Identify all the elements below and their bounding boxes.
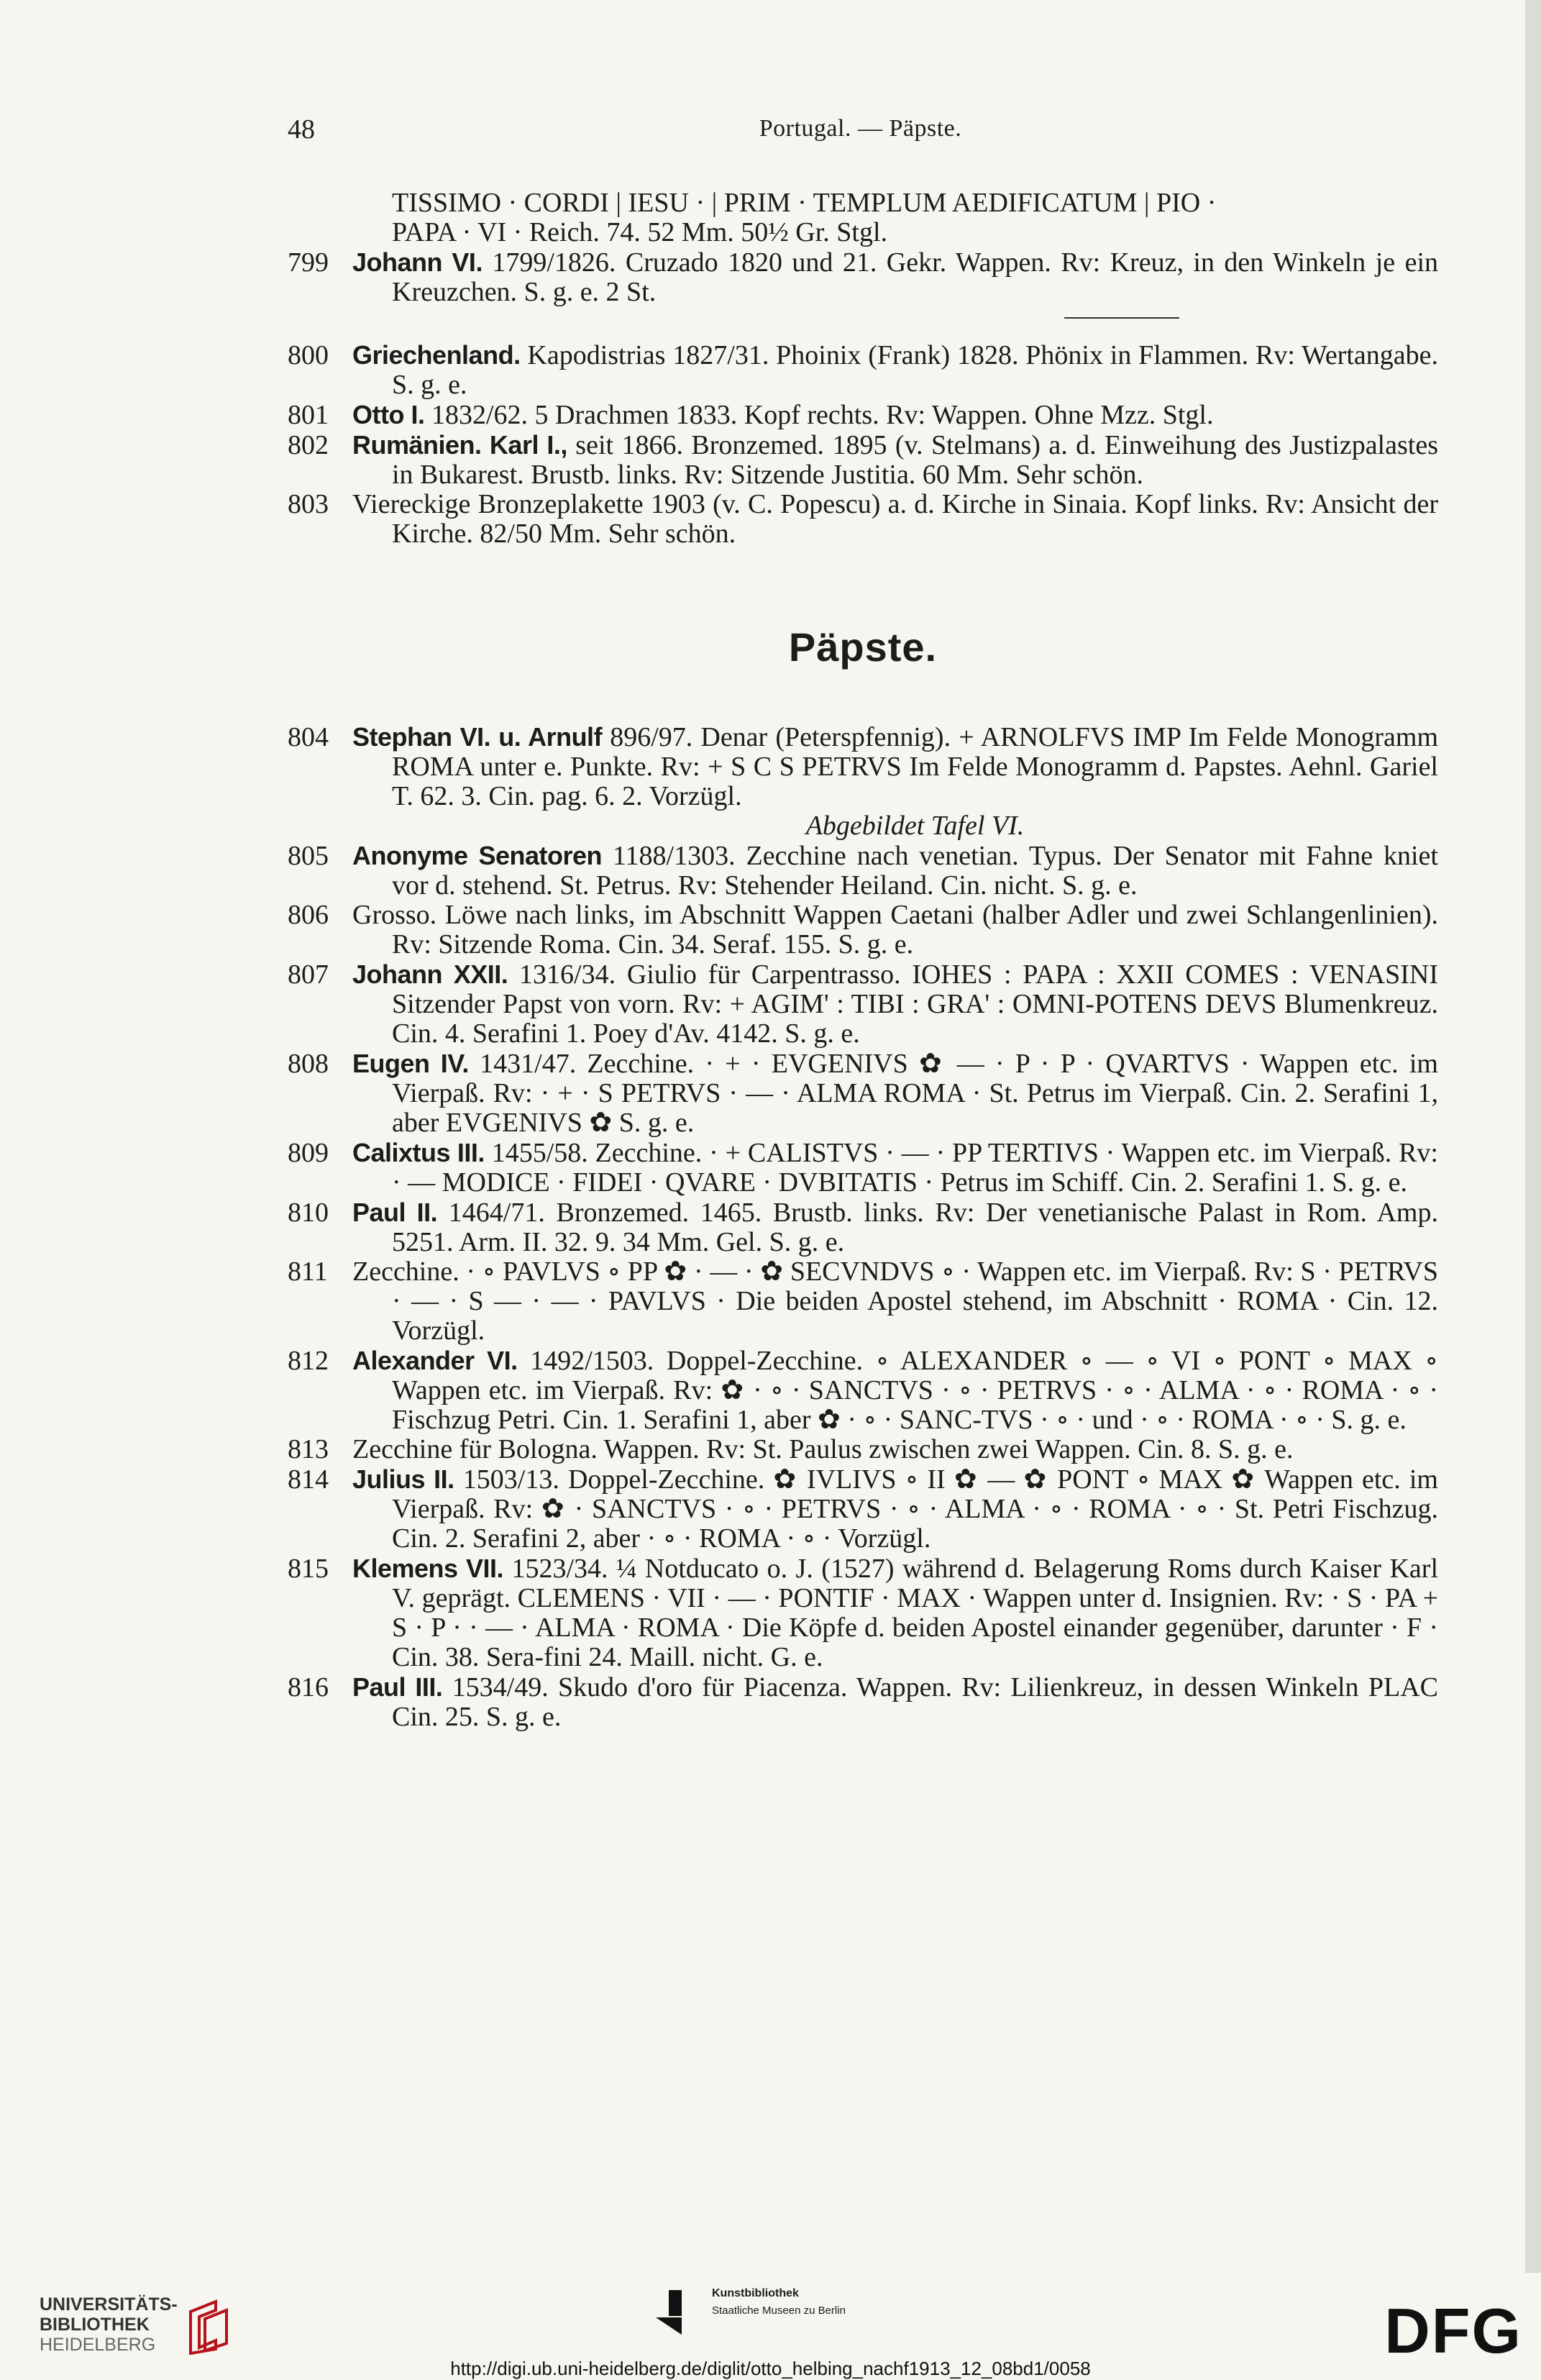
- entry-number: 813: [288, 1434, 329, 1464]
- catalogue-entry: [288, 490, 1438, 549]
- entry-number: 816: [288, 1672, 329, 1702]
- ub-mark-icon: [183, 2297, 234, 2355]
- catalogue-entry: [288, 841, 1438, 901]
- catalogue-entry: [288, 901, 1438, 959]
- entry-number: 801: [288, 400, 329, 430]
- entry-group-popes: [288, 841, 1438, 1732]
- kunstbibliothek-mark-icon: [654, 2289, 698, 2339]
- dfg-logo: DFG: [1384, 2295, 1522, 2366]
- entry-name: Stephan VI. u. Arnulf: [352, 722, 603, 752]
- entry-name: Johann VI.: [352, 247, 483, 277]
- entry-name: Julius II.: [352, 1464, 454, 1494]
- catalogue-entry: [288, 1346, 1438, 1435]
- ub-heidelberg-logo: [40, 2294, 241, 2355]
- entry-name: Klemens VII.: [352, 1554, 504, 1583]
- catalogue-entry: [288, 340, 1438, 400]
- section-title: Päpste.: [788, 624, 938, 670]
- page-footer: [0, 2273, 1541, 2380]
- kb-subtitle: Staatliche Museen zu Berlin: [712, 2304, 846, 2317]
- entry-text: 1464/71. Bronzemed. 1465. Brustb. links. Rv: Der venetianische Palast in Rom. Amp. 5251. Arm. II. 32. 9. 34 Mm. Gel. S. g. e.: [392, 1198, 1438, 1257]
- entry-text: 896/97. Denar (Peterspfennig). + ARNOLFVS IMP Im Felde Monogramm ROMA unter e. Punkte. Rv: + S C S PETRVS Im Felde Monogramm d. Papstes. Aehnl. Gariel T. 62. 3. Cin. pag. 6. 2. Vorzügl.: [392, 722, 1439, 811]
- entry-name: Griechenland.: [352, 340, 521, 370]
- catalogue-entry: [288, 1554, 1438, 1672]
- entry-text: 1799/1826. Cruzado 1820 und 21. Gekr. Wappen. Rv: Kreuz, in den Winkeln je ein Kreuzchen. S. g. e. 2 St.: [392, 247, 1438, 307]
- page-number: 48: [288, 114, 315, 145]
- ub-line-2: BIBLIOTHEK: [40, 2315, 150, 2335]
- entry-group-portugal: [288, 247, 1438, 307]
- entry-number: 810: [288, 1198, 329, 1228]
- separator-rule: [1064, 317, 1179, 319]
- entry-text: Kapodistrias 1827/31. Phoinix (Frank) 1828. Phönix in Flammen. Rv: Wertangabe. S. g. e.: [392, 340, 1438, 400]
- entry-name: Eugen IV.: [352, 1049, 469, 1078]
- ub-line-1: UNIVERSITÄTS-: [40, 2294, 178, 2315]
- entry-name: Paul III.: [352, 1672, 443, 1702]
- entry-number: 809: [288, 1138, 329, 1168]
- entry-name: Anonyme Senatoren: [352, 841, 603, 870]
- entry-group-various: [288, 340, 1438, 549]
- entry-name: Calixtus III.: [352, 1138, 485, 1167]
- entry-text: 1316/34. Giulio für Carpentrasso. IOHES : PAPA : XXII COMES : VENASINI Sitzender Papst von vorn. Rv: + AGIM' : TIBI : GRA' : OMNI-POTENS DEVS Blumenkreuz. Cin. 4. Serafini 1. Poey d'Av. 4142. S. g. e.: [392, 959, 1438, 1049]
- entry-text: 1455/58. Zecchine. · + CALISTVS · — · PP TERTIVS · Wappen etc. im Vierpaß. Rv: · — MODICE · FIDEI · QVARE · DVBITATIS · Petrus im Schiff. Cin. 2. Serafini 1. S. g. e.: [392, 1138, 1438, 1198]
- scan-edge: [1525, 0, 1541, 2273]
- entry-text: 1188/1303. Zecchine nach venetian. Typus. Der Senator mit Fahne kniet vor d. stehend. St. Petrus. Rv: Stehender Heiland. Cin. nicht. S. g. e.: [392, 841, 1438, 901]
- catalogue-entry: [288, 1464, 1438, 1554]
- entry-text: 1431/47. Zecchine. · + · EVGENIVS ✿ — · P · P · QVARTVS · Wappen etc. im Vierpaß. Rv: · + · S PETRVS · — · ALMA ROMA · St. Petrus im Vierpaß. Cin. 2. Serafini 1, aber EVGENIVS ✿ S. g. e.: [392, 1049, 1438, 1138]
- page-header: [288, 114, 1433, 157]
- entry-number: 808: [288, 1049, 329, 1079]
- entry-text: Viereckige Bronzeplakette 1903 (v. C. Popescu) a. d. Kirche in Sinaia. Kopf links. Rv: Ansicht der Kirche. 82/50 Mm. Sehr schön.: [352, 489, 1438, 549]
- entry-text: 1832/62. 5 Drachmen 1833. Kopf rechts. Rv: Wappen. Ohne Mzz. Stgl.: [424, 400, 1214, 430]
- running-head: Portugal. — Päpste.: [759, 115, 962, 142]
- entry-number: 814: [288, 1464, 329, 1495]
- entry-text: 1492/1503. Doppel-Zecchine. ∘ ALEXANDER ∘ — ∘ VI ∘ PONT ∘ MAX ∘ Wappen etc. im Vierpaß. Rv: ✿ · ∘ · SANCTVS · ∘ · PETRVS · ∘ · ALMA · ∘ · ROMA · ∘ · Fischzug Petri. Cin. 1. Serafini 1, aber ✿ · ∘ · SANC-TVS · ∘ · und · ∘ · ROMA · ∘ · S. g. e.: [392, 1346, 1438, 1435]
- catalogue-entry: [288, 1049, 1438, 1138]
- entry-number: 815: [288, 1554, 329, 1584]
- catalogue-entry: [288, 430, 1438, 490]
- kb-title: Kunstbibliothek: [712, 2287, 799, 2299]
- entry-number: 799: [288, 247, 329, 278]
- entry-name: Alexander VI.: [352, 1346, 518, 1375]
- entry-number: 806: [288, 900, 329, 930]
- catalogue-entry: [288, 400, 1438, 430]
- entry-number: 803: [288, 489, 329, 519]
- entry-text: Grosso. Löwe nach links, im Abschnitt Wappen Caetani (halber Adler und zwei Schlangenlinien). Rv: Sitzende Roma. Cin. 34. Seraf. 155. S. g. e.: [352, 900, 1438, 959]
- ub-line-3: HEIDELBERG: [40, 2335, 156, 2355]
- continuation-line: TISSIMO · CORDI | IESU · | PRIM · TEMPLUM AEDIFICATUM | PIO ·: [392, 188, 1217, 218]
- entry-number: 805: [288, 841, 329, 871]
- entry-text: seit 1866. Bronzemed. 1895 (v. Stelmans) a. d. Einweihung des Justizpalastes in Bukarest. Brustb. links. Rv: Sitzende Justitia. 60 Mm. Sehr schön.: [392, 430, 1438, 490]
- entry-name: Rumänien. Karl I.,: [352, 430, 567, 460]
- entry-name: Paul II.: [352, 1198, 438, 1227]
- catalogue-entry: [288, 722, 1438, 811]
- entry-name: Otto I.: [352, 400, 425, 429]
- catalogue-entry: [288, 247, 1438, 307]
- entry-text: 1523/34. ¼ Notducato o. J. (1527) während d. Belagerung Roms durch Kaiser Karl V. geprägt. CLEMENS · VII · — · PONTIF · MAX · Wappen unter d. Insignien. Rv: · S · PA + S · P · · — · ALMA · ROMA · Die Köpfe d. beiden Apostel einander gegenüber, darunter · F · Cin. 38. Sera-fini 24. Maill. nicht. G. e.: [392, 1554, 1438, 1672]
- entry-number: 804: [288, 722, 329, 752]
- permalink-url[interactable]: http://digi.ub.uni-heidelberg.de/diglit/otto_helbing_nachf1913_12_08bd1/0058: [450, 2358, 1091, 2379]
- catalogue-entry: [288, 1435, 1438, 1464]
- entry-number: 807: [288, 959, 329, 990]
- entry-number: 802: [288, 430, 329, 460]
- continuation-line: PAPA · VI · Reich. 74. 52 Mm. 50½ Gr. Stgl.: [392, 217, 888, 247]
- catalogue-entry: [288, 1198, 1438, 1257]
- catalogue-entry: [288, 1138, 1438, 1198]
- entry-text: 1503/13. Doppel-Zecchine. ✿ IVLIVS ∘ II ✿ — ✿ PONT ∘ MAX ✿ Wappen etc. im Vierpaß. Rv: ✿ · SANCTVS · ∘ · PETRVS · ∘ · ALMA · ∘ · ROMA · ∘ · St. Petri Fischzug. Cin. 2. Serafini 2, aber · ∘ · ROMA · ∘ · Vorzügl.: [392, 1464, 1438, 1554]
- entry-name: Johann XXII.: [352, 959, 508, 989]
- catalogue-entry: [288, 959, 1438, 1049]
- entry-text: Zecchine. · ∘ PAVLVS ∘ PP ✿ · — · ✿ SECVNDVS ∘ · Wappen etc. im Vierpaß. Rv: S · PETRVS · — · S — · — · PAVLVS · Die beiden Apostel stehend, im Abschnitt · ROMA · Cin. 12. Vorzügl.: [352, 1257, 1438, 1346]
- kunstbibliothek-logo: [654, 2281, 884, 2346]
- entry-number: 811: [288, 1257, 328, 1287]
- catalogue-text: [288, 188, 1438, 1732]
- entry-number: 812: [288, 1346, 329, 1376]
- entry-text: Zecchine für Bologna. Wappen. Rv: St. Paulus zwischen zwei Wappen. Cin. 8. S. g. e.: [352, 1434, 1294, 1464]
- entry-text: 1534/49. Skudo d'oro für Piacenza. Wappen. Rv: Lilienkreuz, in dessen Winkeln PLAC Cin. 25. S. g. e.: [392, 1672, 1438, 1732]
- catalogue-entry: [288, 1257, 1438, 1346]
- entry-number: 800: [288, 340, 329, 370]
- plate-caption: Abgebildet Tafel VI.: [805, 811, 1025, 841]
- catalogue-entry: [288, 1672, 1438, 1732]
